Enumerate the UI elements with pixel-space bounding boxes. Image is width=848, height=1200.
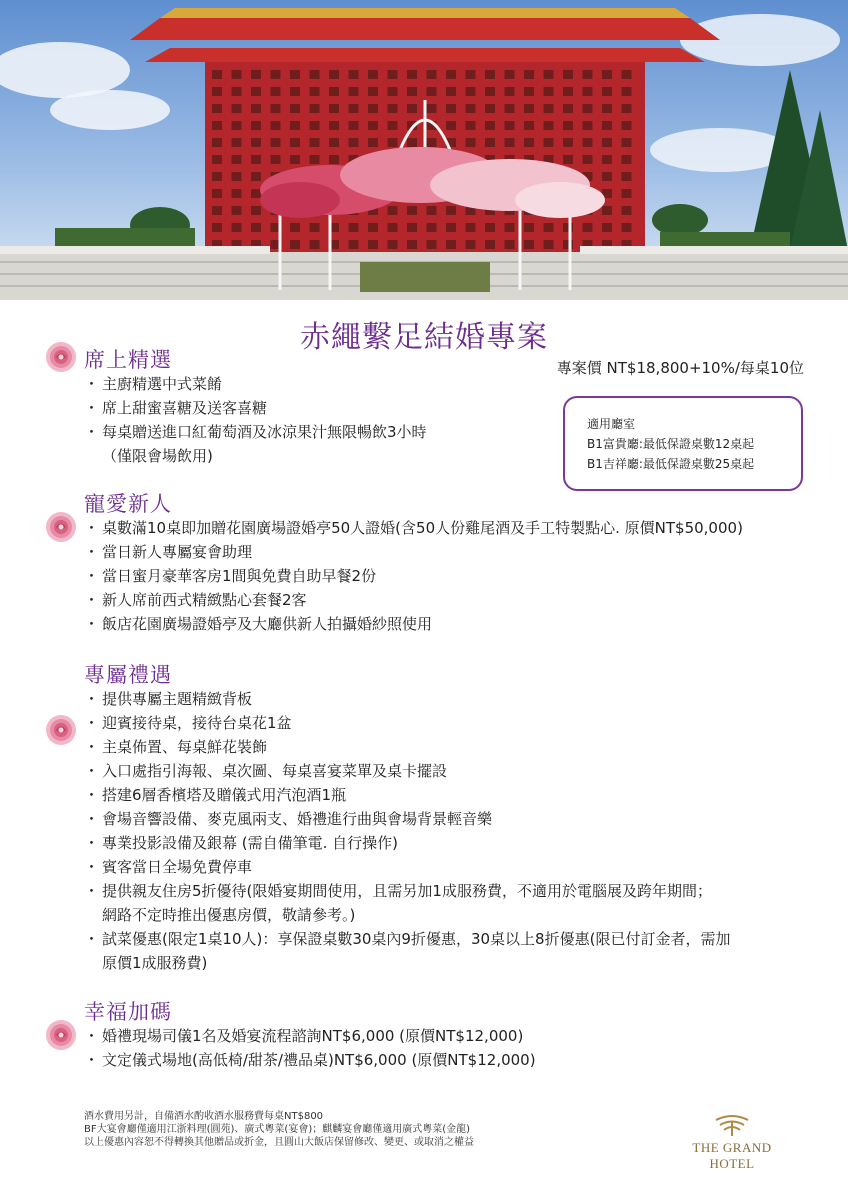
list-item-text: ・ 試菜優惠(限定1桌10人)：享保證桌數30桌內9折優惠，30桌以上8折優惠(限已付訂金者，需加 bbox=[102, 930, 731, 948]
footnote-line: 以上優惠內容恕不得轉換其他贈品或折金，且圓山大飯店保留修改、變更、或取消之權益 bbox=[84, 1137, 474, 1148]
package-price: 專案價 NT$18,800+10%/每桌10位 bbox=[556, 359, 804, 377]
section-title: 席上精選 bbox=[84, 348, 172, 372]
list-item-text: （僅限會場飲用) bbox=[102, 447, 213, 465]
page-title: 赤繩繫足結婚專案 bbox=[300, 320, 548, 355]
section-list bbox=[84, 372, 427, 468]
list-item-text: ・ 桌數滿10桌即加贈花園廣場證婚亭50人證婚(含50人份雞尾酒及手工特製點心. 原價NT$50,000) bbox=[102, 519, 743, 537]
list-item bbox=[84, 540, 743, 564]
venue-box bbox=[563, 396, 803, 491]
footnotes bbox=[84, 1110, 474, 1149]
list-item-text: ・ 入口處指引海報、桌次圖、每桌喜宴菜單及桌卡擺設 bbox=[102, 762, 448, 780]
list-item bbox=[84, 879, 730, 927]
list-item bbox=[84, 735, 730, 759]
footnote-line: 酒水費用另計，自備酒水酌收酒水服務費每桌NT$800 bbox=[84, 1111, 324, 1122]
section-title: 幸福加碼 bbox=[84, 1000, 172, 1024]
list-item-text: ・ 文定儀式場地(高低椅/甜茶/禮品桌)NT$6,000 (原價NT$12,000) bbox=[102, 1051, 536, 1069]
list-item bbox=[84, 807, 730, 831]
list-item bbox=[84, 588, 743, 612]
list-item bbox=[84, 564, 743, 588]
list-item-text: ・ 飯店花園廣場證婚亭及大廳供新人拍攝婚紗照使用 bbox=[102, 615, 433, 633]
hero-photo bbox=[0, 0, 848, 300]
section-title: 專屬禮遇 bbox=[84, 663, 172, 687]
list-item-text: ・ 新人席前西式精緻點心套餐2客 bbox=[102, 591, 307, 609]
venue-heading: 適用廳室 bbox=[587, 417, 636, 431]
list-item-text: ・ 每桌贈送進口紅葡萄酒及冰涼果汁無限暢飲3小時 bbox=[102, 423, 427, 441]
list-item bbox=[84, 396, 427, 420]
list-item-text: ・ 主廚精選中式菜餚 bbox=[102, 375, 223, 393]
list-item bbox=[84, 612, 743, 636]
list-item bbox=[84, 783, 730, 807]
list-item bbox=[84, 927, 730, 975]
list-item-text: ・ 席上甜蜜喜糖及送客喜糖 bbox=[102, 399, 268, 417]
list-item-text: ・ 主桌佈置、每桌鮮花裝飾 bbox=[102, 738, 268, 756]
section-title: 寵愛新人 bbox=[84, 492, 172, 516]
rose-icon bbox=[44, 510, 78, 544]
list-item-text: ・ 會場音響設備、麥克風兩支、婚禮進行曲與會場背景輕音樂 bbox=[102, 810, 493, 828]
list-item-text: ・ 提供親友住房5折優待(限婚宴期間使用，且需另加1成服務費，不適用於電腦展及跨年期間； bbox=[102, 882, 712, 900]
list-item bbox=[84, 516, 743, 540]
section-list bbox=[84, 687, 730, 975]
list-item-text: ・ 賓客當日全場免費停車 bbox=[102, 858, 253, 876]
list-item-text: ・ 提供專屬主題精緻背板 bbox=[102, 690, 253, 708]
venue-line: B1富貴廳:最低保證桌數12桌起 bbox=[587, 437, 755, 451]
rose-icon bbox=[44, 340, 78, 374]
rose-icon bbox=[44, 1018, 78, 1052]
list-item bbox=[84, 1048, 536, 1072]
list-item bbox=[84, 420, 427, 468]
list-item-text: ・ 婚禮現場司儀1名及婚宴流程諮詢NT$6,000 (原價NT$12,000) bbox=[102, 1027, 524, 1045]
list-item bbox=[84, 1024, 536, 1048]
list-item-text: ・ 專業投影設備及銀幕 (需自備筆電. 自行操作) bbox=[102, 834, 399, 852]
footnote-line: BF大宴會廳僅適用江浙料理(圓苑)、廣式粵菜(宴會)；麒麟宴會廳僅適用廣式粵菜(金龍) bbox=[84, 1124, 471, 1135]
list-item bbox=[84, 759, 730, 783]
list-item-text: ・ 迎賓接待桌，接待台桌花1盆 bbox=[102, 714, 292, 732]
list-item-text: 原價1成服務費) bbox=[102, 954, 208, 972]
section-list bbox=[84, 516, 743, 636]
list-item-text: ・ 當日蜜月豪華客房1間與免費自助早餐2份 bbox=[102, 567, 377, 585]
list-item-text: 網路不定時推出優惠房價，敬請參考。) bbox=[102, 906, 356, 924]
logo-text: THE GRAND HOTEL bbox=[692, 1140, 772, 1171]
list-item bbox=[84, 855, 730, 879]
list-item-text: ・ 搭建6層香檳塔及贈儀式用汽泡酒1瓶 bbox=[102, 786, 347, 804]
list-item bbox=[84, 711, 730, 735]
list-item bbox=[84, 372, 427, 396]
list-item bbox=[84, 831, 730, 855]
venue-line: B1吉祥廳:最低保證桌數25桌起 bbox=[587, 457, 755, 471]
grand-hotel-logo bbox=[672, 1112, 792, 1172]
rose-icon bbox=[44, 713, 78, 747]
logo-emblem-icon bbox=[712, 1112, 752, 1136]
section-list bbox=[84, 1024, 536, 1072]
list-item-text: ・ 當日新人專屬宴會助理 bbox=[102, 543, 253, 561]
list-item bbox=[84, 687, 730, 711]
